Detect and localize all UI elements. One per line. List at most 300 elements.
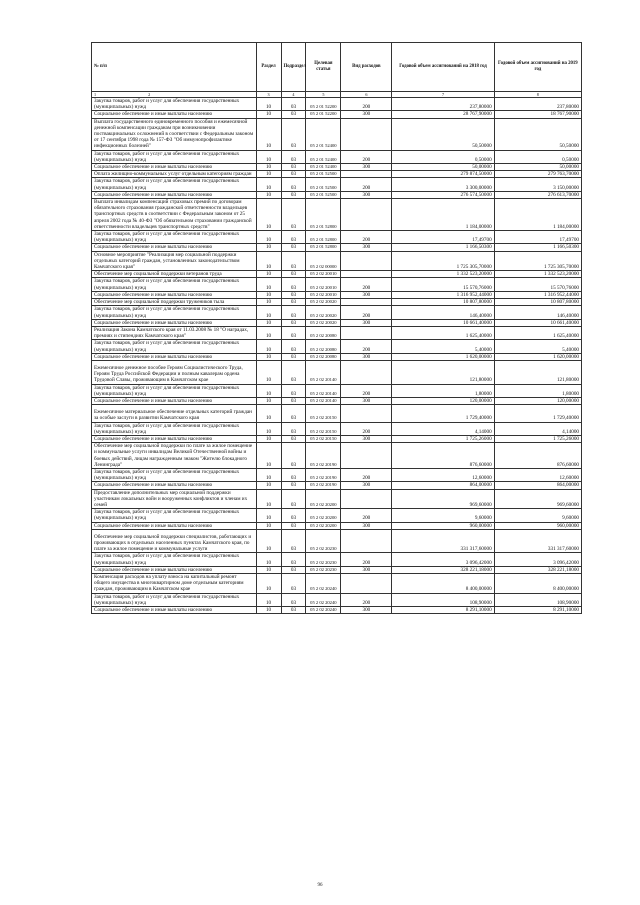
cell-name: Основное мероприятие "Реализация мер социальной поддержки отдельных категорий граждан, установленных законодательством Камчатского края" [92, 251, 257, 271]
cell-v1: 8 291,10000 [392, 607, 494, 614]
cell-vr: 300 [341, 164, 392, 171]
cell-r: 10 [256, 164, 281, 171]
table-row [92, 111, 582, 118]
cell-name: Закупка товаров, работ и услуг для обеспечения государственных (муниципальных) нужд [92, 150, 257, 163]
cell-vr: 200 [341, 98, 392, 111]
cell-cs: 05 2 02 20240 [306, 607, 341, 614]
col-header-target: Целевая статья [306, 43, 341, 92]
cell-v1: 120,00000 [392, 397, 494, 404]
cell-r: 10 [256, 443, 281, 469]
cell-name: Закупка товаров, работ и услуг для обеспечения государственных (муниципальных) нужд [92, 468, 257, 481]
cell-v2: 121,80000 [494, 360, 581, 384]
cell-p: 03 [281, 435, 306, 442]
budget-table-container [91, 42, 582, 614]
cell-vr [341, 443, 392, 469]
cell-p: 03 [281, 244, 306, 251]
cell-r: 10 [256, 191, 281, 198]
cell-p: 03 [281, 422, 306, 435]
cell-r: 10 [256, 574, 281, 594]
cell-cs: 05 2 01 52200 [306, 111, 341, 118]
cell-vr [341, 299, 392, 306]
table-row [92, 384, 582, 397]
cell-v1: 969,60000 [392, 489, 494, 509]
cell-name: Обеспечение мер социальной поддержки по плате за жилое помещение и коммунальные услуги инвалидам Великой Отечественной войны и боевых действий, лицам награжденным знаком "Жителю блокадного Ленинграда" [92, 443, 257, 469]
cell-v2: 8 291,10000 [494, 607, 581, 614]
cell-v2: 15 570,76000 [494, 278, 581, 291]
cell-r: 10 [256, 553, 281, 566]
cell-cs: 05 2 01 52500 [306, 178, 341, 191]
cell-name: Компенсация расходов на уплату взноса на капитальный ремонт общего имущества в многоквартирном доме отдельным категориям граждан, проживающим в Камчатском крае [92, 574, 257, 594]
table-row [92, 522, 582, 529]
cell-p: 03 [281, 360, 306, 384]
cell-name: Закупка товаров, работ и услуг для обеспечения государственных (муниципальных) нужд [92, 278, 257, 291]
cell-name: Социальное обеспечение и иные выплаты населению [92, 244, 257, 251]
cell-cs: 05 2 02 20010 [306, 271, 341, 278]
cell-name: Закупка товаров, работ и услуг для обеспечения государственных (муниципальных) нужд [92, 178, 257, 191]
cell-vr: 300 [341, 397, 392, 404]
cell-cs: 05 2 02 20140 [306, 384, 341, 397]
cell-vr: 300 [341, 522, 392, 529]
cell-v2: 10 661,40000 [494, 319, 581, 326]
cell-p: 03 [281, 607, 306, 614]
cell-v2: 1 332 523,20000 [494, 271, 581, 278]
cell-vr: 200 [341, 468, 392, 481]
cell-vr: 200 [341, 278, 392, 291]
cell-v1: 1 620,00000 [392, 353, 494, 360]
cell-r: 10 [256, 291, 281, 298]
table-row [92, 251, 582, 271]
cell-cs: 05 2 02 20200 [306, 489, 341, 509]
cell-p: 03 [281, 482, 306, 489]
cell-cs: 05 2 02 20010 [306, 278, 341, 291]
cell-cs: 05 2 02 20150 [306, 422, 341, 435]
cell-r: 10 [256, 509, 281, 522]
cell-cs: 05 2 02 20140 [306, 360, 341, 384]
cell-v2: 1,80000 [494, 384, 581, 397]
cell-r: 10 [256, 98, 281, 111]
cell-v2: 4,14000 [494, 422, 581, 435]
col-header-2018: Годовой объем ассигнований на 2018 год [392, 43, 494, 92]
table-row [92, 291, 582, 298]
cell-v2: 1 625,40000 [494, 326, 581, 339]
cell-name: Социальное обеспечение и иные выплаты населению [92, 111, 257, 118]
cell-v1: 9,60000 [392, 509, 494, 522]
cell-vr [341, 118, 392, 150]
col-number-cell: 7 [392, 92, 494, 98]
cell-v1: 1 166,50300 [392, 244, 494, 251]
cell-v2: 0,50000 [494, 150, 581, 163]
cell-cs: 05 2 02 20080 [306, 353, 341, 360]
cell-p: 03 [281, 353, 306, 360]
cell-cs: 05 2 02 20150 [306, 435, 341, 442]
cell-v1: 5,40000 [392, 340, 494, 353]
cell-v1: 28 767,90000 [392, 111, 494, 118]
cell-v2: 3 150,00000 [494, 178, 581, 191]
cell-v1: 1 625,40000 [392, 326, 494, 339]
cell-v2: 3 096,42000 [494, 553, 581, 566]
cell-r: 10 [256, 405, 281, 422]
cell-v2: 18 767,90000 [494, 111, 581, 118]
cell-name: Обеспечение мер социальной поддержки специалистов, работающих и проживающих в отдельных населенных пунктах Камчатского края, по плате за жилое помещение и коммунальные услуги [92, 529, 257, 553]
table-row [92, 553, 582, 566]
cell-r: 10 [256, 489, 281, 509]
cell-name: Закупка товаров, работ и услуг для обеспечения государственных (муниципальных) нужд [92, 509, 257, 522]
cell-vr: 200 [341, 178, 392, 191]
cell-vr: 300 [341, 566, 392, 573]
table-row [92, 199, 582, 231]
cell-cs: 05 2 02 20150 [306, 405, 341, 422]
cell-cs: 05 2 02 20240 [306, 593, 341, 606]
cell-p: 03 [281, 566, 306, 573]
cell-vr: 200 [341, 422, 392, 435]
cell-vr [341, 171, 392, 178]
cell-p: 03 [281, 384, 306, 397]
cell-v2: 12,60000 [494, 468, 581, 481]
table-row [92, 98, 582, 111]
cell-p: 03 [281, 468, 306, 481]
cell-cs: 05 2 02 20190 [306, 482, 341, 489]
cell-cs: 05 2 01 52400 [306, 164, 341, 171]
cell-vr [341, 489, 392, 509]
cell-r: 10 [256, 353, 281, 360]
cell-r: 10 [256, 566, 281, 573]
table-row [92, 231, 582, 244]
cell-cs: 05 2 02 20240 [306, 574, 341, 594]
cell-name: Ежемесячное материальное обеспечение отдельных категорий граждан за особые заслуги в развитии Камчатского края [92, 405, 257, 422]
table-row [92, 326, 582, 339]
cell-name: Социальное обеспечение и иные выплаты населению [92, 482, 257, 489]
cell-name: Социальное обеспечение и иные выплаты населению [92, 397, 257, 404]
cell-p: 03 [281, 574, 306, 594]
cell-v1: 15 570,76000 [392, 278, 494, 291]
cell-p: 03 [281, 509, 306, 522]
cell-name: Социальное обеспечение и иные выплаты населению [92, 319, 257, 326]
cell-cs: 05 2 01 52800 [306, 231, 341, 244]
table-row [92, 118, 582, 150]
cell-cs: 05 2 01 52200 [306, 98, 341, 111]
cell-cs: 05 2 01 52800 [306, 244, 341, 251]
cell-cs: 05 2 02 00000 [306, 251, 341, 271]
col-header-num: № п/п [92, 43, 257, 92]
cell-vr: 300 [341, 291, 392, 298]
cell-v2: 864,00000 [494, 482, 581, 489]
cell-cs: 05 2 02 20140 [306, 397, 341, 404]
cell-v1: 10 807,80000 [392, 299, 494, 306]
cell-name: Социальное обеспечение и иные выплаты населению [92, 164, 257, 171]
cell-name: Социальное обеспечение и иные выплаты населению [92, 435, 257, 442]
cell-v1: 237,80000 [392, 98, 494, 111]
cell-p: 03 [281, 199, 306, 231]
table-row [92, 509, 582, 522]
table-row [92, 529, 582, 553]
table-row [92, 468, 582, 481]
cell-r: 10 [256, 271, 281, 278]
cell-v2: 237,80000 [494, 98, 581, 111]
table-row [92, 566, 582, 573]
cell-vr: 200 [341, 340, 392, 353]
cell-name: Обеспечение мер социальной поддержки тружеников тыла [92, 299, 257, 306]
table-row [92, 435, 582, 442]
cell-vr: 300 [341, 191, 392, 198]
col-header-2019: Годовой объем ассигнований на 2019 год [494, 43, 581, 92]
cell-p: 03 [281, 271, 306, 278]
table-row [92, 271, 582, 278]
cell-r: 10 [256, 422, 281, 435]
cell-v1: 1 729,40000 [392, 405, 494, 422]
table-row [92, 299, 582, 306]
cell-cs: 05 2 01 52800 [306, 199, 341, 231]
cell-p: 03 [281, 118, 306, 150]
cell-vr [341, 326, 392, 339]
cell-cs: 05 2 02 20190 [306, 468, 341, 481]
cell-r: 10 [256, 199, 281, 231]
cell-v2: 50,50000 [494, 118, 581, 150]
cell-r: 10 [256, 522, 281, 529]
cell-v1: 4,14000 [392, 422, 494, 435]
cell-v2: 331 317,60000 [494, 529, 581, 553]
col-number-cell: 5 [306, 92, 341, 98]
cell-v2: 120,00000 [494, 397, 581, 404]
cell-name: Выплата инвалидам компенсаций страховых премий по договорам обязательного страхования гражданской ответственности владельцев транспортных средств в соответствии с Федеральным законом от 25 апреля 2002 года № 40-ФЗ "Об обязательном страховании гражданской ответственности владельцев транспортных средств" [92, 199, 257, 231]
cell-v1: 17,49700 [392, 231, 494, 244]
table-row [92, 593, 582, 606]
cell-r: 10 [256, 529, 281, 553]
table-row [92, 443, 582, 469]
cell-v1: 3 300,00000 [392, 178, 494, 191]
cell-r: 10 [256, 326, 281, 339]
cell-v1: 146,40000 [392, 306, 494, 319]
cell-r: 10 [256, 171, 281, 178]
cell-r: 10 [256, 340, 281, 353]
cell-vr: 200 [341, 150, 392, 163]
cell-v1: 1 184,00000 [392, 199, 494, 231]
cell-v2: 1 166,50300 [494, 244, 581, 251]
cell-vr: 200 [341, 384, 392, 397]
cell-name: Социальное обеспечение и иные выплаты населению [92, 566, 257, 573]
cell-name: Обеспечение мер социальной поддержки ветеранов труда [92, 271, 257, 278]
page-number: 96 [317, 883, 323, 888]
cell-cs: 05 2 02 20200 [306, 509, 341, 522]
cell-cs: 05 2 02 20080 [306, 326, 341, 339]
cell-v1: 876,60000 [392, 443, 494, 469]
cell-r: 10 [256, 435, 281, 442]
cell-r: 10 [256, 178, 281, 191]
table-header [92, 43, 582, 92]
cell-r: 10 [256, 251, 281, 271]
cell-vr: 300 [341, 482, 392, 489]
cell-vr: 300 [341, 607, 392, 614]
cell-vr: 300 [341, 111, 392, 118]
cell-name: Закупка товаров, работ и услуг для обеспечения государственных (муниципальных) нужд [92, 231, 257, 244]
cell-v2: 1 316 952,44000 [494, 291, 581, 298]
cell-vr: 300 [341, 319, 392, 326]
cell-vr [341, 574, 392, 594]
col-number-cell: 6 [341, 92, 392, 98]
cell-name: Ежемесячное денежное пособие Героям Социалистического Труда, Героям Труда Российской Федерации и полным кавалерам ордена Трудовой Славы, проживающим в Камчатском крае [92, 360, 257, 384]
cell-v2: 108,90000 [494, 593, 581, 606]
col-header-podrazdel: Подраздел [281, 43, 306, 92]
cell-vr [341, 251, 392, 271]
table-row [92, 164, 582, 171]
cell-name: Закупка товаров, работ и услуг для обеспечения государственных (муниципальных) нужд [92, 384, 257, 397]
cell-vr: 200 [341, 593, 392, 606]
col-number-cell: 8 [494, 92, 581, 98]
table-row [92, 171, 582, 178]
cell-v1: 276 574,50000 [392, 191, 494, 198]
cell-vr: 200 [341, 231, 392, 244]
cell-r: 10 [256, 299, 281, 306]
cell-r: 10 [256, 607, 281, 614]
cell-v2: 10 807,80000 [494, 299, 581, 306]
cell-r: 10 [256, 150, 281, 163]
cell-name: Социальное обеспечение и иные выплаты населению [92, 607, 257, 614]
cell-p: 03 [281, 164, 306, 171]
cell-p: 03 [281, 150, 306, 163]
cell-v2: 328 221,18000 [494, 566, 581, 573]
cell-p: 03 [281, 397, 306, 404]
cell-p: 03 [281, 443, 306, 469]
cell-v2: 8 400,00000 [494, 574, 581, 594]
cell-p: 03 [281, 593, 306, 606]
cell-v1: 1 332 523,20000 [392, 271, 494, 278]
table-row [92, 397, 582, 404]
cell-p: 03 [281, 278, 306, 291]
table-row [92, 244, 582, 251]
cell-r: 10 [256, 468, 281, 481]
cell-cs: 05 2 02 20020 [306, 306, 341, 319]
cell-vr: 200 [341, 553, 392, 566]
cell-name: Социальное обеспечение и иные выплаты населению [92, 353, 257, 360]
cell-r: 10 [256, 319, 281, 326]
cell-v2: 9,60000 [494, 509, 581, 522]
cell-p: 03 [281, 489, 306, 509]
cell-vr: 200 [341, 306, 392, 319]
cell-cs: 05 2 02 20200 [306, 522, 341, 529]
cell-p: 03 [281, 98, 306, 111]
cell-vr [341, 529, 392, 553]
cell-v1: 12,60000 [392, 468, 494, 481]
cell-cs: 05 2 02 20230 [306, 553, 341, 566]
cell-p: 03 [281, 191, 306, 198]
table-row [92, 360, 582, 384]
cell-cs: 05 2 01 52400 [306, 118, 341, 150]
cell-p: 03 [281, 251, 306, 271]
col-number-cell: 4 [281, 92, 306, 98]
cell-cs: 05 2 02 20230 [306, 529, 341, 553]
cell-r: 10 [256, 593, 281, 606]
cell-name: Социальное обеспечение и иные выплаты населению [92, 291, 257, 298]
cell-v1: 10 661,40000 [392, 319, 494, 326]
cell-vr [341, 360, 392, 384]
cell-v1: 1 725 305,70000 [392, 251, 494, 271]
cell-v2: 1 725,26000 [494, 435, 581, 442]
cell-v1: 121,80000 [392, 360, 494, 384]
table-row [92, 489, 582, 509]
table-row [92, 340, 582, 353]
cell-name: Закупка товаров, работ и услуг для обеспечения государственных (муниципальных) нужд [92, 593, 257, 606]
cell-name: Предоставление дополнительных мер социальной поддержки участникам локальных войн и вооруженных конфликтов и членам их семей [92, 489, 257, 509]
cell-cs: 05 2 01 52400 [306, 150, 341, 163]
table-row [92, 422, 582, 435]
cell-cs: 05 2 02 20190 [306, 443, 341, 469]
cell-r: 10 [256, 360, 281, 384]
cell-name: Закупка товаров, работ и услуг для обеспечения государственных (муниципальных) нужд [92, 340, 257, 353]
cell-v2: 1 620,00000 [494, 353, 581, 360]
cell-vr: 300 [341, 353, 392, 360]
cell-v1: 328 221,18000 [392, 566, 494, 573]
cell-r: 10 [256, 482, 281, 489]
cell-r: 10 [256, 111, 281, 118]
cell-v2: 969,60000 [494, 489, 581, 509]
cell-v1: 864,00000 [392, 482, 494, 489]
cell-p: 03 [281, 553, 306, 566]
cell-v1: 50,50000 [392, 118, 494, 150]
cell-v2: 1 729,40000 [494, 405, 581, 422]
table-row [92, 306, 582, 319]
cell-cs: 05 2 02 20010 [306, 291, 341, 298]
col-number-cell: 3 [256, 92, 281, 98]
cell-name: Закупка товаров, работ и услуг для обеспечения государственных (муниципальных) нужд [92, 98, 257, 111]
cell-v2: 279 763,70000 [494, 171, 581, 178]
table-row [92, 405, 582, 422]
cell-name: Закупка товаров, работ и услуг для обеспечения государственных (муниципальных) нужд [92, 422, 257, 435]
table-row [92, 319, 582, 326]
cell-cs: 05 2 02 20080 [306, 340, 341, 353]
cell-cs: 05 2 02 20230 [306, 566, 341, 573]
col-number-2: 2 [148, 92, 151, 97]
table-row [92, 574, 582, 594]
cell-vr [341, 271, 392, 278]
cell-name: Оплата жилищно-коммунальных услуг отдельным категориям граждан [92, 171, 257, 178]
cell-p: 03 [281, 291, 306, 298]
cell-v1: 108,90000 [392, 593, 494, 606]
cell-r: 10 [256, 384, 281, 397]
cell-v2: 960,00000 [494, 522, 581, 529]
cell-name: Выплата государственного единовременного пособия и ежемесячной денежной компенсации гражданам при возникновении поствакцинальных осложнений в соответствии с Федеральным законом от 17 сентября 1998 года № 157-ФЗ "Об иммунопрофилактике инфекционных болезней" [92, 118, 257, 150]
cell-vr: 300 [341, 244, 392, 251]
cell-r: 10 [256, 306, 281, 319]
cell-v1: 8 400,00000 [392, 574, 494, 594]
cell-v1: 331 317,60000 [392, 529, 494, 553]
cell-p: 03 [281, 529, 306, 553]
cell-v2: 1 184,00000 [494, 199, 581, 231]
cell-name: Закупка товаров, работ и услуг для обеспечения государственных (муниципальных) нужд [92, 553, 257, 566]
cell-v2: 146,40000 [494, 306, 581, 319]
cell-v1: 1,80000 [392, 384, 494, 397]
cell-p: 03 [281, 326, 306, 339]
cell-p: 03 [281, 522, 306, 529]
cell-name: Реализация Закона Камчатского края от 11.03.2008 № 18 "О наградах, премиях и стипендиях Камчатского края" [92, 326, 257, 339]
cell-p: 03 [281, 319, 306, 326]
cell-vr [341, 199, 392, 231]
cell-p: 03 [281, 231, 306, 244]
cell-vr [341, 405, 392, 422]
cell-v1: 0,50000 [392, 150, 494, 163]
table-row [92, 278, 582, 291]
cell-name: Социальное обеспечение и иные выплаты населению [92, 191, 257, 198]
cell-v2: 1 725 305,70000 [494, 251, 581, 271]
cell-v1: 1 725,26000 [392, 435, 494, 442]
cell-p: 03 [281, 405, 306, 422]
table-row [92, 482, 582, 489]
cell-name: Социальное обеспечение и иные выплаты населению [92, 522, 257, 529]
cell-cs: 05 2 01 52500 [306, 171, 341, 178]
cell-v2: 276 613,70000 [494, 191, 581, 198]
cell-cs: 05 2 02 20020 [306, 299, 341, 306]
cell-p: 03 [281, 178, 306, 191]
cell-v1: 3 096,42000 [392, 553, 494, 566]
col-header-razdel: Раздел [256, 43, 281, 92]
